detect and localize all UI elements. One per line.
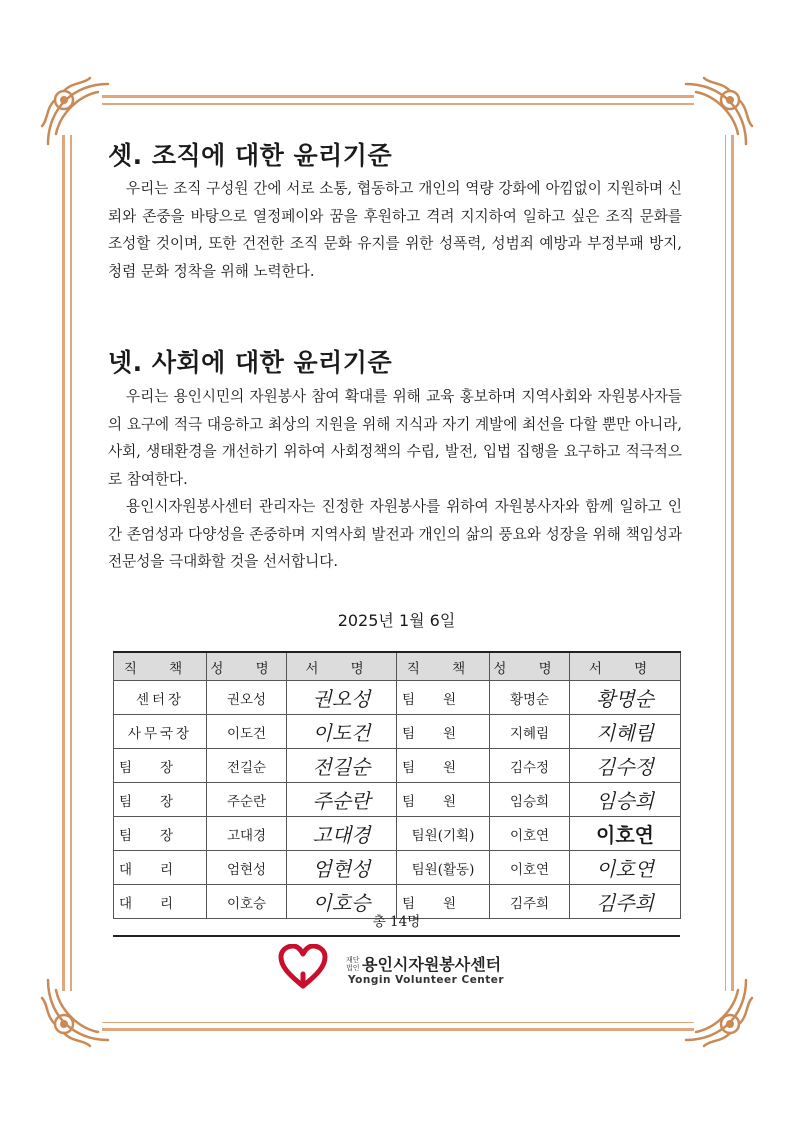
logo-name-korean: 용인시자원봉사센터 xyxy=(362,955,502,974)
signature-cell: 이도건 xyxy=(287,715,397,749)
name-cell: 권오성 xyxy=(207,681,287,715)
signature-cell: 김수정 xyxy=(570,749,681,783)
signature-cell: 이호연 xyxy=(570,817,681,851)
title-cell: 팀원(기획) xyxy=(397,817,490,851)
signature-cell: 임승희 xyxy=(570,783,681,817)
corner-ornament-icon xyxy=(38,74,118,154)
title-cell: 팀원 xyxy=(397,749,490,783)
table-header: 직 책 xyxy=(397,652,490,681)
title-cell: 팀원 xyxy=(397,885,490,919)
title-cell: 대리 xyxy=(114,851,207,885)
name-cell: 김수정 xyxy=(490,749,570,783)
logo-name-english: Yongin Volunteer Center xyxy=(348,974,505,986)
title-cell: 팀원 xyxy=(397,715,490,749)
section4-heading: 넷. 사회에 대한 윤리기준 xyxy=(108,348,393,377)
table-row xyxy=(114,715,681,749)
name-cell: 엄현성 xyxy=(207,851,287,885)
signature-cell: 전길순 xyxy=(287,749,397,783)
title-cell: 팀원 xyxy=(397,783,490,817)
title-cell: 팀원(활동) xyxy=(397,851,490,885)
center-logo xyxy=(278,944,518,992)
title-cell: 팀장 xyxy=(114,783,207,817)
table-row xyxy=(114,749,681,783)
table-row xyxy=(114,783,681,817)
table-header: 서 명 xyxy=(570,652,681,681)
table-row xyxy=(114,681,681,715)
signature-cell: 권오성 xyxy=(287,681,397,715)
table-row xyxy=(114,851,681,885)
divider xyxy=(113,935,680,937)
name-cell: 김주희 xyxy=(490,885,570,919)
section3-body: 우리는 조직 구성원 간에 서로 소통, 협동하고 개인의 역량 강화에 아낌없이 지원하며 신뢰와 존중을 바탕으로 열정페이와 꿈을 후원하고 격려 지지하여 일하고 싶은 조직 문화를 조성할 것이며, 또한 건전한 조직 문화 유지를 위한 성폭력, 성범죄 예방과 부정부패 방지, 청렴 문화 정착을 위해 노력한다. xyxy=(108,180,682,280)
logo-foundation-label: 재단법인 xyxy=(346,956,360,972)
name-cell: 주순란 xyxy=(207,783,287,817)
title-cell: 대리 xyxy=(114,885,207,919)
signature-cell: 황명순 xyxy=(570,681,681,715)
section4-body-2: 용인시자원봉사센터 관리자는 진정한 자원봉사를 위하여 자원봉사자와 함께 일하고 인간 존엄성과 다양성을 존중하며 지역사회 발전과 개인의 삶의 풍요와 성장을 위해 책임성과 전문성을 극대화할 것을 선서합니다. xyxy=(108,498,682,570)
name-cell: 전길순 xyxy=(207,749,287,783)
name-cell: 이호승 xyxy=(207,885,287,919)
signature-cell: 엄현성 xyxy=(287,851,397,885)
corner-ornament-icon xyxy=(676,970,756,1050)
table-header-row xyxy=(114,652,681,681)
section4-body-1: 우리는 용인시민의 자원봉사 참여 확대를 위해 교육 홍보하며 지역사회와 자원봉사자들의 요구에 적극 대응하고 최상의 지원을 위해 지식과 자기 계발에 최선을 다할 뿐만 아니라, 사회, 생태환경을 개선하기 위하여 사회정책의 수립, 발전, 입법 집행을 요구하고 적극적으로 참여한다. xyxy=(108,388,682,488)
total-count: 총 14명 xyxy=(372,914,421,930)
signature-cell: 김주희 xyxy=(570,885,681,919)
name-cell: 이도건 xyxy=(207,715,287,749)
name-cell: 고대경 xyxy=(207,817,287,851)
corner-ornament-icon xyxy=(38,970,118,1050)
title-cell: 팀장 xyxy=(114,749,207,783)
title-cell: 센터장 xyxy=(114,681,207,715)
title-cell: 팀원 xyxy=(397,681,490,715)
name-cell: 임승희 xyxy=(490,783,570,817)
table-header: 성 명 xyxy=(490,652,570,681)
name-cell: 지혜림 xyxy=(490,715,570,749)
name-cell: 이호연 xyxy=(490,817,570,851)
title-cell: 사무국장 xyxy=(114,715,207,749)
corner-ornament-icon xyxy=(676,74,756,154)
table-header: 서 명 xyxy=(287,652,397,681)
table-header: 직 책 xyxy=(114,652,207,681)
signature-cell: 주순란 xyxy=(287,783,397,817)
signature-cell: 이호연 xyxy=(570,851,681,885)
signature-cell: 고대경 xyxy=(287,817,397,851)
name-cell: 이호연 xyxy=(490,851,570,885)
table-header: 성 명 xyxy=(207,652,287,681)
member-signature-table xyxy=(113,651,681,919)
date: 2025년 1월 6일 xyxy=(337,611,456,630)
signature-cell: 이호승 xyxy=(287,885,397,919)
heart-logo-icon xyxy=(278,944,328,990)
title-cell: 팀장 xyxy=(114,817,207,851)
section3-heading: 셋. 조직에 대한 윤리기준 xyxy=(108,141,393,170)
table-row xyxy=(114,817,681,851)
name-cell: 황명순 xyxy=(490,681,570,715)
signature-cell: 지혜림 xyxy=(570,715,681,749)
